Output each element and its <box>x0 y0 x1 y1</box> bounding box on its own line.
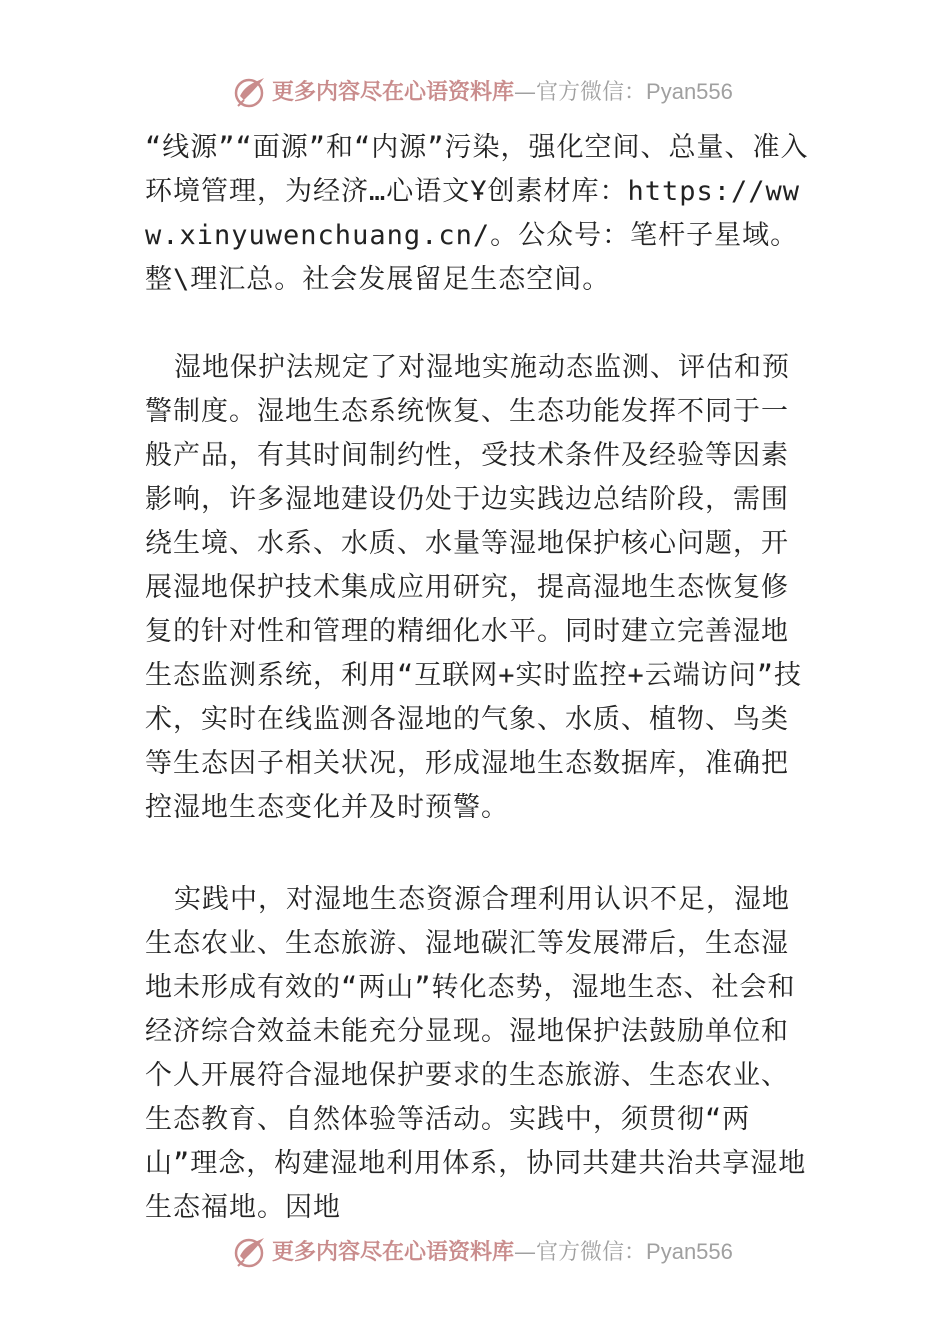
header-watermark-banner <box>0 72 950 112</box>
footer-watermark-banner <box>0 1232 950 1272</box>
quill-swirl-logo-icon <box>232 1234 268 1270</box>
watermark-wechat-id: Pyan556 <box>646 79 733 104</box>
paragraph-2-text: 湿地保护法规定了对湿地实施动态监测、评估和预警制度。湿地生态系统恢复、生态功能发挥不同于一般产品，有其时间制约性，受技术条件及经验等因素影响，许多湿地建设仍处于边实践边总结阶段，需围绕生境、水系、水质、水量等湿地保护核心问题，开展湿地保护技术集成应用研究，提高湿地生态恢复修复的针对性和管理的精细化水平。同时建立完善湿地生态监测系统，利用“互联网+实时监控+云端访问”技术，实时在线监测各湿地的气象、水质、植物、鸟类等生态因子相关状况，形成湿地生态数据库，准确把控湿地生态变化并及时预警。 <box>145 352 803 823</box>
paragraph-1-text: “线源”“面源”和“内源”污染，强化空间、总量、准入环境管理，为经济…心语文Ұ创素材库：https://www.xinyuwenchuang.cn/。公众号：笔杆子星域。整\理汇总。社会发展留足生态空间。 <box>145 132 809 295</box>
watermark-text <box>272 1238 733 1267</box>
watermark-main: 更多内容尽在心语资料库 <box>272 1239 515 1265</box>
watermark-main: 更多内容尽在心语资料库 <box>272 79 515 105</box>
paragraph-3 <box>145 878 810 1230</box>
watermark-text <box>272 78 733 107</box>
watermark-dash: — <box>514 80 537 105</box>
watermark-wechat-label: 官方微信： <box>536 80 647 105</box>
watermark-wechat-id: Pyan556 <box>646 1239 733 1264</box>
watermark-wechat-label: 官方微信： <box>536 1240 647 1265</box>
quill-swirl-logo-icon <box>232 74 268 110</box>
watermark-dash: — <box>514 1240 537 1265</box>
paragraph-3-text: 实践中，对湿地生态资源合理利用认识不足，湿地生态农业、生态旅游、湿地碳汇等发展滞后，生态湿地未形成有效的“两山”转化态势，湿地生态、社会和经济综合效益未能充分显现。湿地保护法鼓励单位和个人开展符合湿地保护要求的生态旅游、生态农业、生态教育、自然体验等活动。实践中，须贯彻“两山”理念，构建湿地利用体系，协同共建共治共享湿地生态福地。因地 <box>145 884 807 1223</box>
paragraph-1 <box>145 126 810 302</box>
paragraph-2 <box>145 346 810 830</box>
